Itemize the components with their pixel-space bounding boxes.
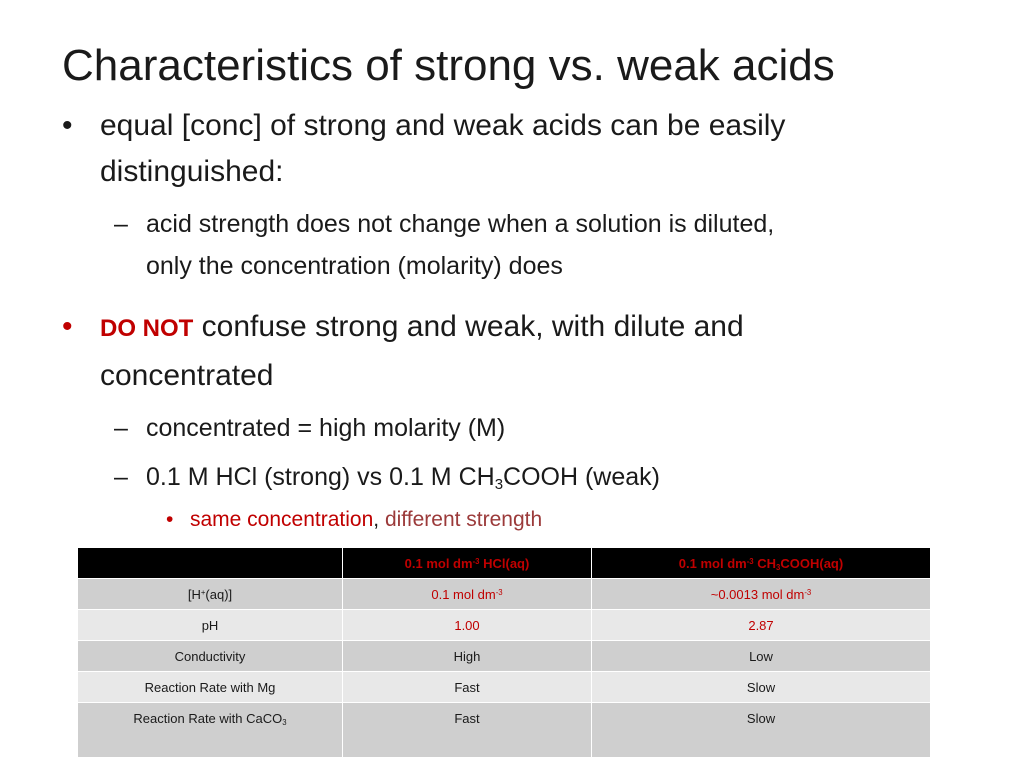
different-strength-text: different strength: [384, 508, 543, 531]
row-label-h-ion: [H+(aq)]: [78, 579, 343, 610]
row-label-rate-caco3: Reaction Rate with CaCO$_3$: [78, 703, 343, 758]
same-concentration-text: same concentration: [190, 508, 374, 531]
acetic-conductivity-value: Low: [592, 641, 931, 672]
bullet-2-sub2-point: [166, 505, 543, 535]
bullet-2-text-line1: confuse strong and weak, with dilute and: [193, 310, 744, 343]
bullet-1-subpoint-line2: [146, 245, 563, 287]
row-label-conductivity: Conductivity: [78, 641, 343, 672]
do-not-highlight: DO NOT: [100, 315, 194, 342]
hcl-rate-caco3-value: Fast: [343, 703, 592, 758]
table-header-row: [78, 548, 931, 579]
header-acetic-acid: 0.1 mol $dm^{-3}$ $CH_3COOH(aq)$: [592, 548, 931, 579]
acetic-rate-mg-value: Slow: [592, 672, 931, 703]
hcl-conductivity-value: High: [343, 641, 592, 672]
comparison-table: [77, 547, 931, 758]
bullet-2-sub2-text-a: 0.1 M HCl (strong) vs 0.1 M CH: [146, 463, 495, 491]
acetic-rate-caco3-value: Slow: [592, 703, 931, 758]
slide-title: Characteristics of strong vs. weak acids: [62, 41, 835, 90]
dash-marker: –: [114, 463, 128, 491]
hcl-ph-value: 1.00: [343, 610, 592, 641]
acetic-ph-value: 2.87: [592, 610, 931, 641]
header-hcl: 0.1 mol $dm^{-3}$ HCl(aq): [343, 548, 592, 579]
hcl-rate-mg-value: Fast: [343, 672, 592, 703]
bullet-2-sub1-text: concentrated = high molarity (M): [146, 414, 506, 442]
table-row: [78, 641, 931, 672]
small-bullet-marker: •: [166, 508, 174, 531]
bullet-2: [62, 302, 744, 354]
header-empty-cell: [78, 548, 343, 579]
bullet-2-sub2-subscript: 3: [494, 475, 504, 493]
table-row: [78, 703, 931, 758]
bullet-1-sub-line2: only the concentration (molarity) does: [146, 252, 563, 280]
dash-marker: –: [114, 210, 128, 238]
separator-text: ,: [373, 508, 385, 531]
dash-marker: –: [114, 414, 128, 442]
bullet-2-sub2-text-b: COOH (weak): [503, 463, 660, 491]
bullet-1: [62, 101, 786, 151]
table-row: [78, 672, 931, 703]
bullet-2-subpoint-1: [114, 407, 506, 449]
hcl-h-ion-value: 0.1 mol $dm^{-3}$: [343, 579, 592, 610]
table-row: [78, 610, 931, 641]
row-label-ph: pH: [78, 610, 343, 641]
bullet-1-subpoint: [114, 203, 775, 245]
bullet-1-sub-line1: acid strength does not change when a solution is diluted,: [146, 210, 775, 238]
bullet-1-text-line2: distinguished:: [100, 155, 284, 188]
bullet-1-line2: [100, 147, 283, 197]
bullet-marker: •: [62, 109, 73, 142]
bullet-1-text-line1: equal [conc] of strong and weak acids can be easily: [100, 109, 786, 142]
bullet-2-text-line2: concentrated: [100, 359, 274, 392]
acetic-h-ion-value: ~0.0013 mol $dm^{-3}$: [592, 579, 931, 610]
bullet-2-line2: [100, 351, 273, 401]
bullet-marker-red: •: [62, 310, 73, 343]
table-row: [78, 579, 931, 610]
bullet-2-subpoint-2: [114, 456, 660, 498]
row-label-rate-mg: Reaction Rate with Mg: [78, 672, 343, 703]
